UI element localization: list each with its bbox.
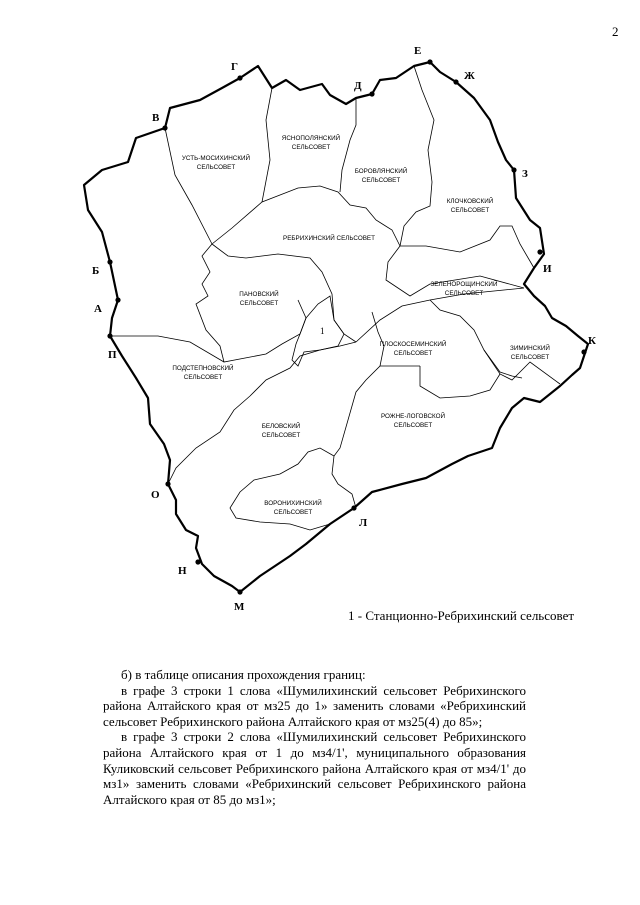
point-o-marker [165,481,170,486]
point-a-marker [115,297,120,302]
paragraph-row-1: в графе 3 строки 1 слова «Шумилихинский сельсовет Ребрихинского района Алтайского края от мз25 до 1» заменить словами «Ребрихинский сельсовет Ребрихинского района Алтайского края от мз25(4) до 85»; [103,682,526,729]
paragraph-row-2: в графе 3 строки 2 слова «Шумилихинский сельсовет Ребрихинского района Алтайского края от 1 до мз4/1', муниципального образования Куликовский сельсовет Ребрихинского района Алтайского края от мз4/1' до мз1» заменить словами «Ребрихинский сельсовет Ребрихинского района Алтайского края от 85 до мз1»; [103,729,526,807]
district-labels [172,133,550,516]
point-e-marker [427,59,432,64]
district-label-podstepnovsky: ПОДСТЕПНОВСКИЙ СЕЛЬСОВЕТ [172,365,234,381]
point-label-zh: Ж [464,70,475,82]
point-label-d: Д [354,80,362,92]
district-label-ust-moskhinsky: УСТЬ-МОСИХИНСКИЙ СЕЛЬСОВЕТ [181,155,251,171]
point-l-marker [351,505,356,510]
district-label-ziminsky: ЗИМИНСКИЙ СЕЛЬСОВЕТ [510,345,550,361]
boundary-point-labels [92,45,596,613]
point-g-marker [237,75,242,80]
point-label-v: В [152,112,160,124]
district-label-rozhnev-logovskoy: РОЖНЕ-ЛОГОВСКОЙ СЕЛЬСОВЕТ [380,413,446,429]
point-label-g: Г [231,61,238,73]
point-label-n: Н [178,565,187,577]
enclave-1-boundary [292,296,344,366]
map-legend: 1 - Станционно-Ребрихинский сельсовет [348,608,575,623]
point-label-p: П [108,349,117,361]
point-m-marker [237,589,242,594]
district-label-belovsky: БЕЛОВСКИЙ СЕЛЬСОВЕТ [261,423,301,439]
point-b-marker [107,259,112,264]
enclave-1-label: 1 [320,326,325,336]
point-v-marker [162,125,167,130]
point-label-m: М [234,601,245,613]
point-label-e: Е [414,45,422,57]
point-i-marker [537,249,542,254]
point-label-i: И [543,263,552,275]
district-label-panovsky: ПАНОВСКИЙ СЕЛЬСОВЕТ [239,291,279,307]
district-label-yasnopolyansky: ЯСНОПОЛЯНСКИЙ СЕЛЬСОВЕТ [281,135,341,151]
point-k-marker [581,349,586,354]
point-label-b: Б [92,265,100,277]
point-d-marker [369,91,374,96]
point-label-a: А [94,303,102,315]
point-label-o: О [151,489,160,501]
district-label-borovlyansky: БОРОВЛЯНСКИЙ СЕЛЬСОВЕТ [354,168,408,184]
point-label-k: К [588,335,596,347]
page-number: 2 [612,24,619,39]
point-label-l: Л [359,517,368,529]
point-p-marker [107,333,112,338]
amendment-text [103,667,526,807]
district-label-ploskoseminsky: ПЛОСКОСЕМИНСКИЙ СЕЛЬСОВЕТ [379,341,447,357]
district-label-rebrikhinsky: РЕБРИХИНСКИЙ СЕЛЬСОВЕТ [283,235,375,242]
district-label-klochkovsky: КЛОЧКОВСКИЙ СЕЛЬСОВЕТ [446,198,494,214]
district-label-voronikhinsky: ВОРОНИХИНСКИЙ СЕЛЬСОВЕТ [264,500,322,516]
district-label-zelenoroshchinsky: ЗЕЛЕНОРОЩИНСКИЙ СЕЛЬСОВЕТ [430,281,498,297]
point-label-z: З [522,168,528,180]
boundary-points [107,59,586,594]
point-z-marker [511,167,516,172]
point-n-marker [195,559,200,564]
paragraph-intro: б) в таблице описания прохождения границ: [121,667,366,682]
point-zh-marker [453,79,458,84]
